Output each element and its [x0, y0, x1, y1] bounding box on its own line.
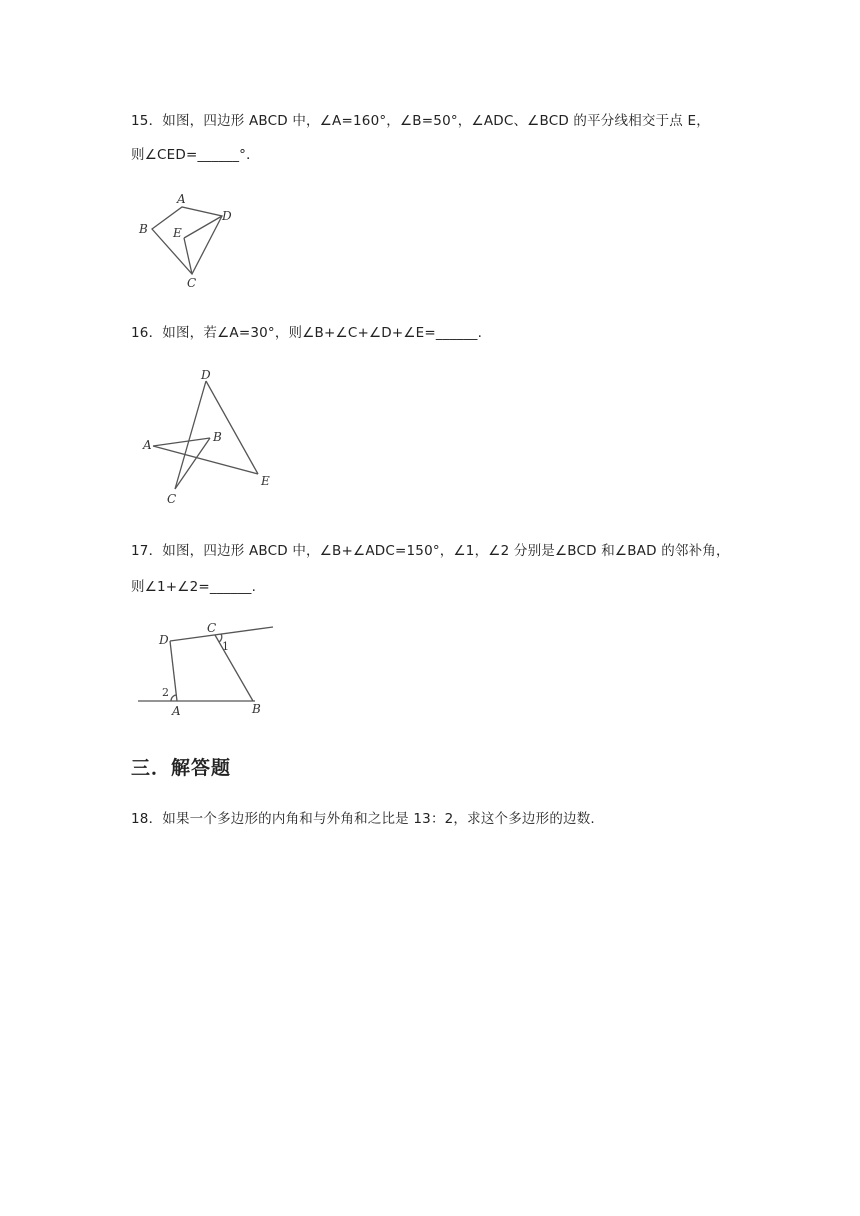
q16-label-e: E [261, 474, 270, 488]
q16-figure [140, 365, 280, 505]
q17-figure [135, 618, 285, 718]
q17-text-line1: 17．如图，四边形 ABCD 中，∠B+∠ADC=150°，∠1，∠2 分别是∠BCD 和∠BAD 的邻补角， [131, 543, 730, 559]
q16-label-d: D [201, 368, 211, 382]
q16-segment-bc [175, 438, 210, 489]
q16-segment-de [206, 381, 258, 474]
q17-label-2: 2 [162, 686, 169, 699]
q15-figure [135, 192, 245, 292]
q17-label-c: C [207, 621, 217, 635]
q15-text-line2: 则∠CED=______°． [131, 147, 260, 163]
q18-text-line1: 18．如果一个多边形的内角和与外角和之比是 13：2，求这个多边形的边数. [131, 811, 595, 827]
q17-angle-2-arc [171, 695, 176, 701]
q17-side-cb [215, 635, 253, 701]
q16-segment-ae [153, 446, 258, 474]
q15-label-d: D [222, 209, 232, 223]
q16-text-line1: 16．如图，若∠A=30°，则∠B+∠C+∠D+∠E=______. [131, 325, 483, 341]
q17-label-d: D [159, 633, 169, 647]
q15-label-b: B [139, 222, 148, 236]
q15-quadrilateral [152, 207, 222, 274]
q17-label-1: 1 [222, 640, 229, 653]
q15-label-e: E [173, 226, 182, 240]
q15-label-c: C [187, 276, 197, 290]
q16-segment-cd [175, 381, 206, 489]
q17-label-a: A [172, 704, 181, 718]
q17-side-da [170, 641, 177, 701]
q15-label-a: A [177, 192, 186, 206]
q16-segment-ab [153, 438, 210, 446]
q16-label-b: B [213, 430, 222, 444]
q17-text-line2: 则∠1+∠2=______. [131, 579, 257, 595]
q16-label-c: C [167, 492, 177, 506]
q17-label-b: B [252, 702, 261, 716]
q15-text-line1: 15．如图，四边形 ABCD 中，∠A=160°，∠B=50°，∠ADC、∠BCD 的平分线相交于点 E， [131, 113, 710, 129]
q16-label-a: A [143, 438, 152, 452]
section-3-heading: 三．解答题 [131, 757, 232, 779]
